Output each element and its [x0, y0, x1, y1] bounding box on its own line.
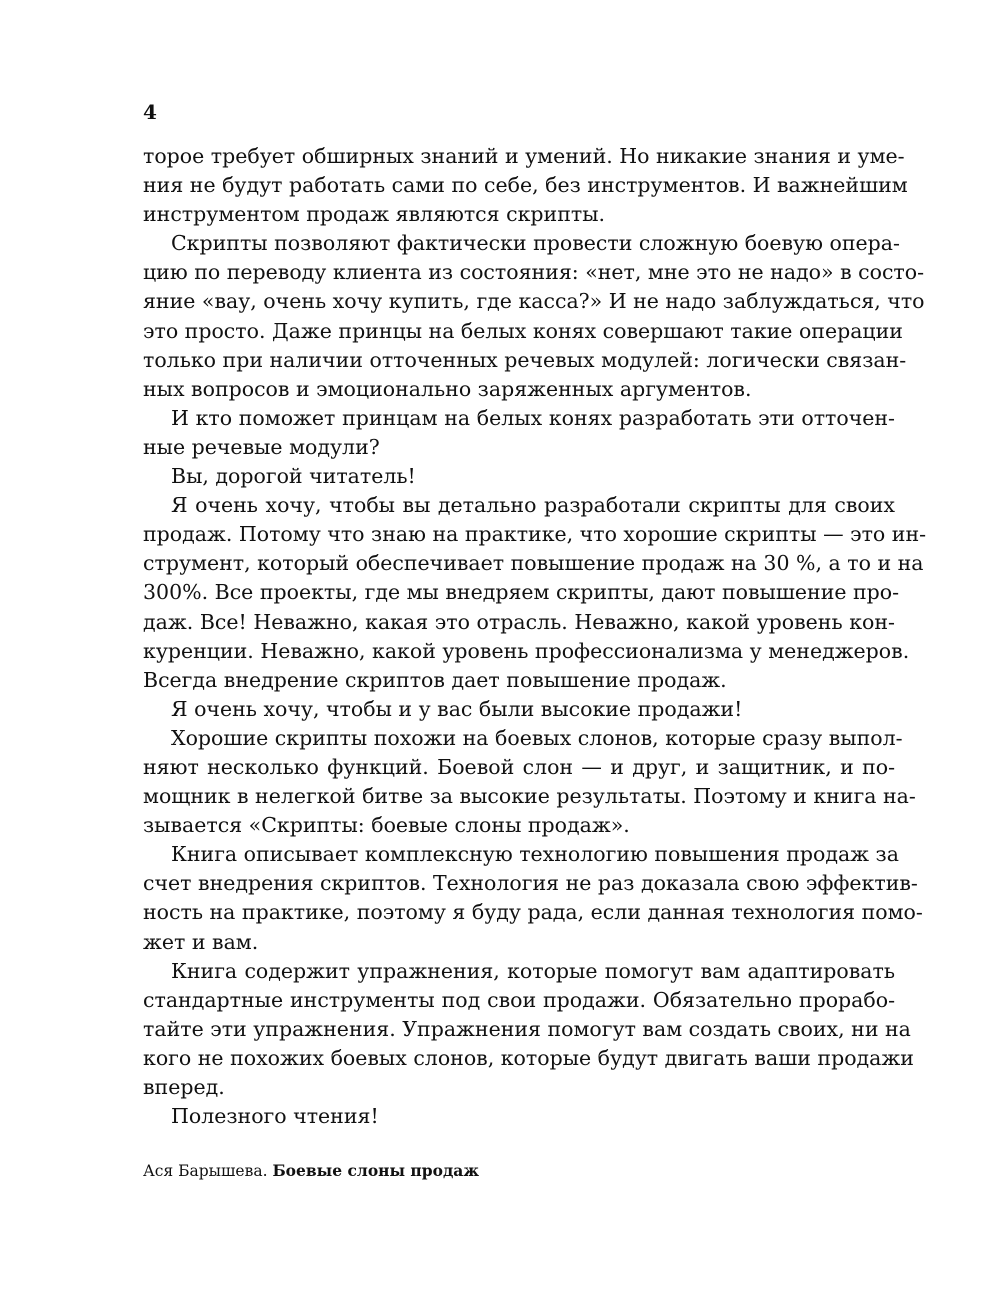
- text-line: счет внедрения скриптов. Технология не раз доказала свою эффектив-: [143, 871, 918, 896]
- text-line: куренции. Неважно, какой уровень профессионализма у менеджеров.: [143, 638, 910, 663]
- text-line: цию по переводу клиента из состояния: «нет, мне это не надо» в состо-: [143, 260, 925, 285]
- text-line: Книга содержит упражнения, которые помогут вам адаптировать: [171, 958, 895, 983]
- text-line: вперед.: [143, 1075, 225, 1099]
- text-line: стандартные инструменты под свои продажи. Обязательно прорабо-: [143, 987, 895, 1012]
- text-line: тайте эти упражнения. Упражнения помогут вам создать своих, ни на: [143, 1016, 911, 1041]
- text-line: жет и вам.: [143, 929, 259, 954]
- footer-author: Ася Барышева.: [143, 1162, 268, 1180]
- text-line: торое требует обширных знаний и умений. Но никакие знания и уме-: [143, 144, 905, 168]
- text-line: ных вопросов и эмоционально заряженных аргументов.: [143, 376, 752, 401]
- text-line: зывается «Скрипты: боевые слоны продаж».: [143, 813, 630, 838]
- body-text: [143, 142, 927, 1131]
- text-line: яние «вау, очень хочу купить, где касса?» И не надо заблуждаться, что: [143, 289, 925, 314]
- text-line: даж. Все! Неважно, какая это отрасль. Неважно, какой уровень кон-: [143, 609, 895, 634]
- footer-book-title: Боевые слоны продаж: [272, 1161, 479, 1180]
- text-line: И кто поможет принцам на белых конях разработать эти отточен-: [171, 405, 895, 430]
- text-line: Я очень хочу, чтобы и у вас были высокие продажи!: [171, 696, 743, 721]
- text-line: 300%. Все проекты, где мы внедряем скрипты, дают повышение про-: [143, 580, 900, 605]
- text-line: Всегда внедрение скриптов дает повышение продаж.: [143, 667, 727, 692]
- text-line: Книга описывает комплексную технологию повышения продаж за: [171, 842, 899, 867]
- text-line: ность на практике, поэтому я буду рада, если данная технология помо-: [143, 900, 923, 925]
- text-line: только при наличии отточенных речевых модулей: логически связан-: [143, 347, 907, 372]
- text-line: продаж. Потому что знаю на практике, что хорошие скрипты — это ин-: [143, 522, 927, 547]
- text-line: Вы, дорогой читатель!: [171, 464, 416, 489]
- running-footer: [143, 1160, 479, 1182]
- text-line: ные речевые модули?: [143, 434, 380, 459]
- text-line: струмент, который обеспечивает повышение продаж на 30 %, а то и на: [143, 551, 924, 576]
- text-line: Я очень хочу, чтобы вы детально разработали скрипты для своих: [171, 493, 895, 518]
- text-line: кого не похожих боевых слонов, которые будут двигать ваши продажи: [143, 1045, 914, 1070]
- text-line: инструментом продаж являются скрипты.: [143, 202, 606, 227]
- text-line: ния не будут работать сами по себе, без инструментов. И важнейшим: [143, 173, 908, 198]
- text-line: Хорошие скрипты похожи на боевых слонов, которые сразу выпол-: [171, 725, 903, 750]
- text-line: Полезного чтения!: [171, 1104, 379, 1129]
- text-line: мощник в нелегкой битве за высокие результаты. Поэтому и книга на-: [143, 784, 916, 809]
- text-line: Скрипты позволяют фактически провести сложную боевую опера-: [171, 231, 900, 256]
- text-line: няют несколько функций. Боевой слон — и друг, и защитник, и по-: [143, 754, 895, 779]
- page-number: 4: [143, 100, 157, 124]
- text-line: это просто. Даже принцы на белых конях совершают такие операции: [143, 318, 903, 343]
